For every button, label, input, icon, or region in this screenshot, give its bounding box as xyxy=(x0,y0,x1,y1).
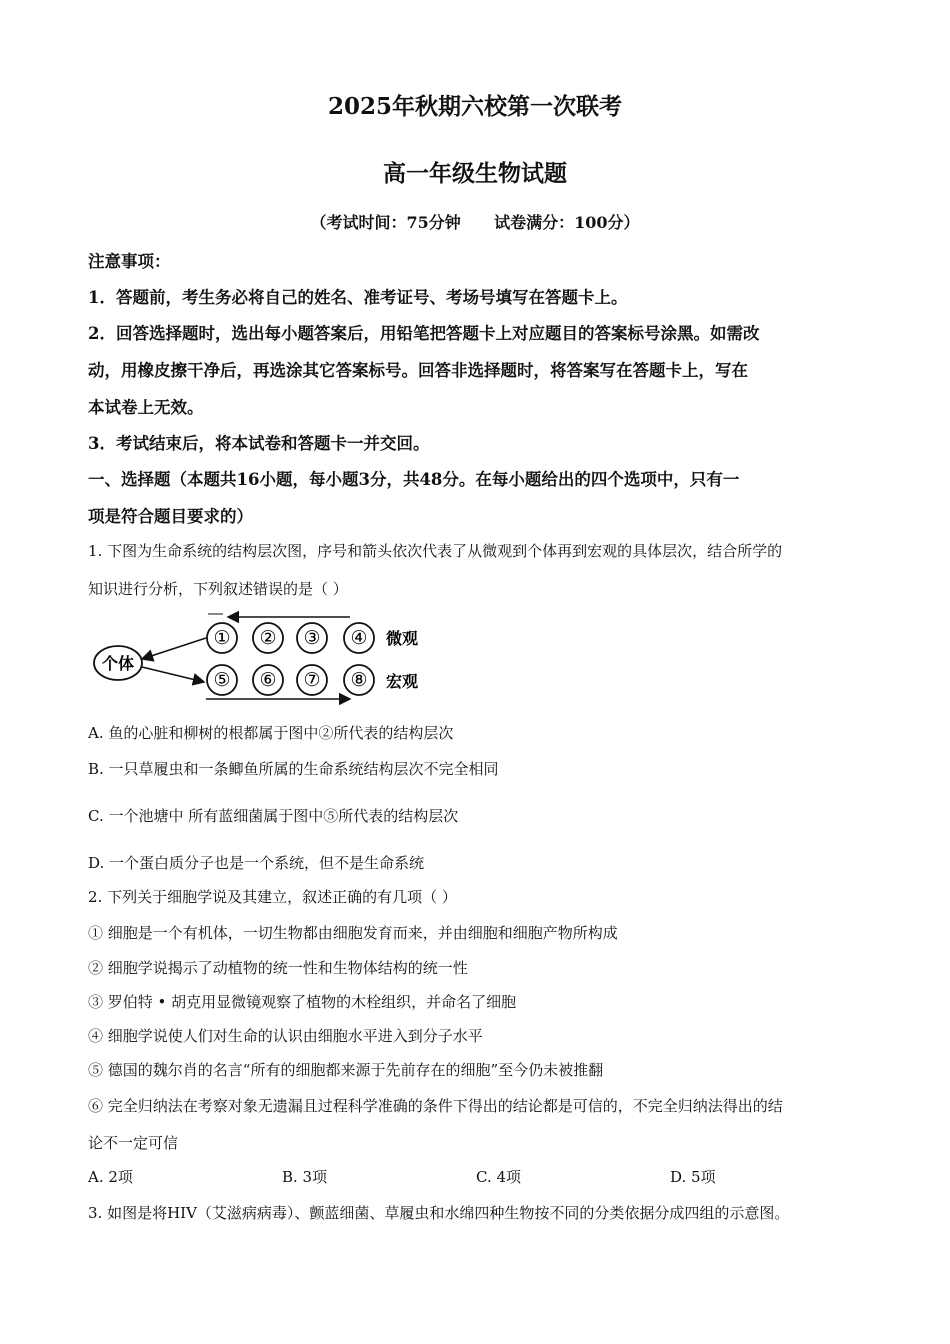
life-system-hierarchy-diagram xyxy=(88,606,448,710)
notice-item-2-line-1: 2．回答选择题时，选出每小题答案后，用铅笔把答题卡上对应题目的答案标号涂黑。如需改 xyxy=(88,324,760,343)
section-heading-line-2: 项是符合题目要求的） xyxy=(88,507,253,526)
q2-option-a: A. 2项 xyxy=(88,1168,133,1186)
q3-stem-line-1: 3. 如图是将HIV（艾滋病病毒）、颤蓝细菌、草履虫和水绵四种生物按不同的分类依据分成四组的示意图。 xyxy=(88,1204,790,1222)
exam-title: 2025年秋期六校第一次联考 xyxy=(327,93,622,120)
q2-option-c: C. 4项 xyxy=(476,1168,522,1186)
notice-heading: 注意事项： xyxy=(88,252,171,271)
notice-item-3: 3．考试结束后，将本试卷和答题卡一并交回。 xyxy=(88,434,430,453)
notice-item-1: 1．答题前，考生务必将自己的姓名、准考证号、考场号填写在答题卡上。 xyxy=(88,288,628,307)
q2-statement-4: ④ 细胞学说使人们对生命的认识由细胞水平进入到分子水平 xyxy=(88,1027,483,1045)
q2-statement-1: ① 细胞是一个有机体，一切生物都由细胞发育而来，并由细胞和细胞产物所构成 xyxy=(88,924,618,942)
individual-label: 个体 xyxy=(101,654,135,673)
q2-statement-2: ② 细胞学说揭示了动植物的统一性和生物体结构的统一性 xyxy=(88,959,468,977)
node-3-label: ③ xyxy=(303,627,321,649)
node-6-label: ⑥ xyxy=(259,669,277,691)
q1-option-b: B. 一只草履虫和一条鲫鱼所属的生命系统结构层次不完全相同 xyxy=(88,760,499,778)
q2-statement-5: ⑤ 德国的魏尔肖的名言“所有的细胞都来源于先前存在的细胞”至今仍未被推翻 xyxy=(88,1061,604,1079)
q2-stem: 2. 下列关于细胞学说及其建立，叙述正确的有几项（ ） xyxy=(88,888,457,906)
arrow-to-individual xyxy=(142,638,206,659)
node-7-label: ⑦ xyxy=(303,669,321,691)
notice-item-2-line-3: 本试卷上无效。 xyxy=(88,398,204,417)
node-5-label: ⑤ xyxy=(213,669,231,691)
q1-option-a: A. 鱼的心脏和柳树的根都属于图中②所代表的结构层次 xyxy=(88,724,454,742)
micro-label: 微观 xyxy=(386,629,419,648)
q2-option-d: D. 5项 xyxy=(670,1168,716,1186)
notice-item-2-line-2: 动，用橡皮擦干净后，再选涂其它答案标号。回答非选择题时，将答案写在答题卡上，写在 xyxy=(88,361,748,380)
section-heading-line-1: 一、选择题（本题共16小题，每小题3分，共48分。在每小题给出的四个选项中，只有一 xyxy=(88,470,740,489)
node-8-label: ⑧ xyxy=(350,669,368,691)
q1-stem-line-2: 知识进行分析，下列叙述错误的是（ ） xyxy=(88,580,348,598)
exam-subtitle: 高一年级生物试题 xyxy=(383,160,567,187)
q2-statement-6-line-2: 论不一定可信 xyxy=(88,1134,179,1152)
q1-option-c: C. 一个池塘中 所有蓝细菌属于图中⑤所代表的结构层次 xyxy=(88,807,459,825)
node-4-label: ④ xyxy=(350,627,368,649)
node-1-label: ① xyxy=(213,627,231,649)
q1-stem-line-1: 1. 下图为生命系统的结构层次图，序号和箭头依次代表了从微观到个体再到宏观的具体层次，结合所学的 xyxy=(88,542,783,560)
q2-statement-6-line-1: ⑥ 完全归纳法在考察对象无遗漏且过程科学准确的条件下得出的结论都是可信的，不完全归纳法得出的结 xyxy=(88,1097,783,1115)
exam-info: （考试时间：75分钟 试卷满分：100分） xyxy=(310,213,640,232)
macro-label: 宏观 xyxy=(386,672,419,691)
q2-statement-3: ③ 罗伯特 • 胡克用显微镜观察了植物的木栓组织，并命名了细胞 xyxy=(88,993,517,1011)
node-2-label: ② xyxy=(259,627,277,649)
q2-option-b: B. 3项 xyxy=(282,1168,328,1186)
arrow-from-individual xyxy=(142,667,204,682)
q1-option-d: D. 一个蛋白质分子也是一个系统，但不是生命系统 xyxy=(88,854,425,872)
